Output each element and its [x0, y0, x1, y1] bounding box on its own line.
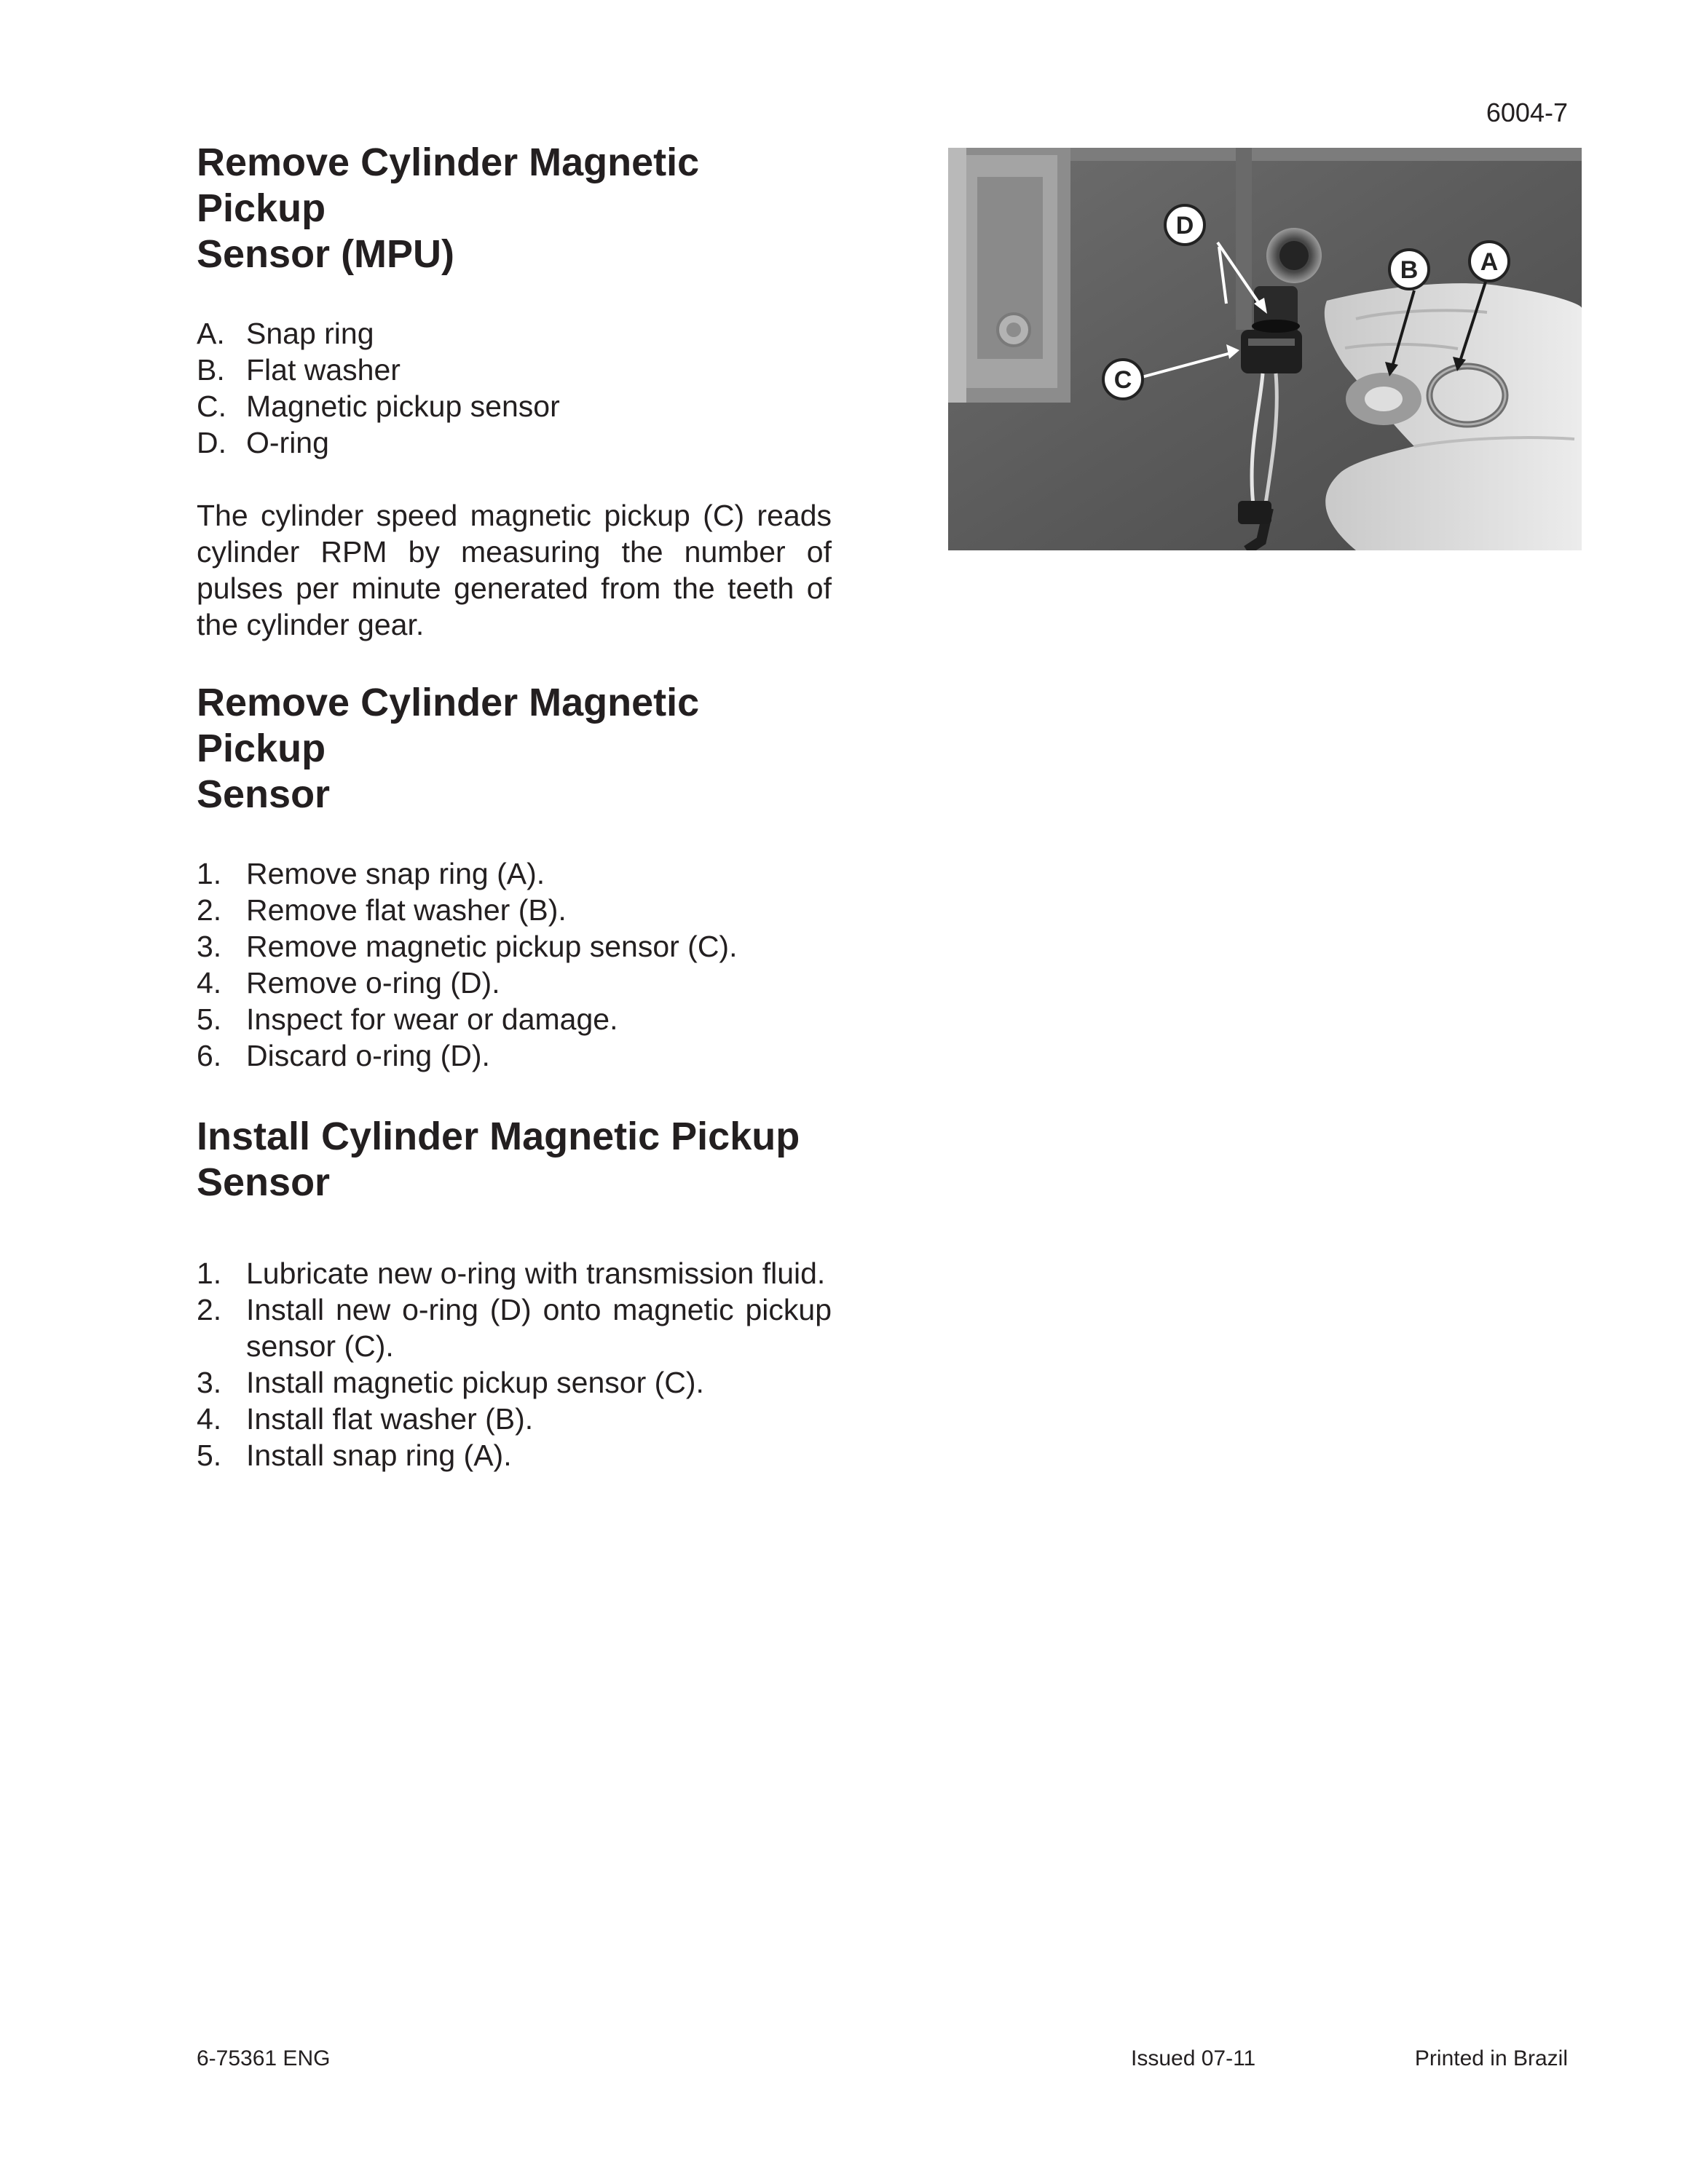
- callout-c: [1103, 360, 1143, 399]
- step-text: Discard o-ring (D).: [246, 1039, 490, 1072]
- legend-text: Snap ring: [246, 317, 374, 350]
- legend-item: [197, 388, 832, 424]
- step-item: [197, 892, 832, 928]
- step-text: Remove flat washer (B).: [246, 893, 567, 927]
- step-number: 6.: [197, 1039, 222, 1072]
- step-number: 1.: [197, 1257, 222, 1290]
- footer-doc-number: 6-75361 ENG: [197, 2046, 331, 2070]
- step-number: 1.: [197, 857, 222, 890]
- legend-marker: D.: [197, 426, 226, 459]
- legend-text: O-ring: [246, 426, 329, 459]
- step-text: Lubricate new o-ring with transmission fluid.: [246, 1257, 826, 1290]
- section-install-sensor: [197, 1114, 832, 1473]
- page-number: 6004-7: [1486, 98, 1568, 127]
- step-item: [197, 1037, 832, 1074]
- title-line-1: Remove Cylinder Magnetic Pickup: [197, 681, 700, 770]
- step-text: Remove snap ring (A).: [246, 857, 545, 890]
- section-remove-sensor: [197, 680, 832, 1074]
- step-text: Inspect for wear or damage.: [246, 1002, 618, 1036]
- footer-issued: Issued 07-11: [1131, 2046, 1256, 2070]
- step-number: 5.: [197, 1439, 222, 1472]
- title-line-2: Sensor (MPU): [197, 232, 455, 276]
- step-number: 3.: [197, 930, 222, 963]
- footer-printed: Printed in Brazil: [1414, 2046, 1568, 2070]
- step-text: Install flat washer (B).: [246, 1402, 534, 1436]
- section-remove-mpu: [197, 140, 832, 643]
- step-text: Install new o-ring (D) onto magnetic pickup sensor (C).: [246, 1293, 832, 1363]
- parts-legend: [197, 315, 832, 461]
- legend-marker: C.: [197, 389, 226, 423]
- step-item: [197, 965, 832, 1001]
- title-line-2: Sensor: [197, 1160, 331, 1204]
- step-number: 5.: [197, 1002, 222, 1036]
- step-text: Remove o-ring (D).: [246, 966, 500, 1000]
- step-number: 2.: [197, 1293, 222, 1326]
- section-title: [197, 1114, 832, 1206]
- title-line-1: Install Cylinder Magnetic Pickup: [197, 1115, 800, 1158]
- title-line-2: Sensor: [197, 772, 331, 816]
- step-text: Install magnetic pickup sensor (C).: [246, 1366, 704, 1399]
- step-text: Install snap ring (A).: [246, 1439, 512, 1472]
- section-title: [197, 680, 832, 818]
- legend-item: [197, 424, 832, 461]
- legend-item: [197, 352, 832, 388]
- legend-marker: B.: [197, 353, 225, 387]
- legend-marker: A.: [197, 317, 225, 350]
- sensor-photo: [948, 148, 1582, 550]
- callout-a: [1470, 242, 1509, 281]
- callout-a-label: A: [1480, 248, 1499, 276]
- install-steps: [197, 1255, 832, 1473]
- callout-c-label: C: [1113, 366, 1132, 394]
- callout-d: [1165, 205, 1204, 245]
- removal-steps: [197, 855, 832, 1074]
- title-line-1: Remove Cylinder Magnetic Pickup: [197, 141, 700, 230]
- step-number: 4.: [197, 966, 222, 1000]
- description-paragraph: The cylinder speed magnetic pickup (C) reads cylinder RPM by measuring the number of pulses per minute generated from the teeth of the cylinder gear.: [197, 499, 832, 641]
- step-number: 2.: [197, 893, 222, 927]
- step-item: [197, 855, 832, 892]
- step-item: [197, 1437, 832, 1473]
- callout-b-label: B: [1400, 256, 1419, 284]
- callout-d-label: D: [1175, 212, 1194, 240]
- step-item: [197, 1401, 832, 1437]
- step-number: 3.: [197, 1366, 222, 1399]
- step-item: [197, 1291, 832, 1364]
- step-item: [197, 1001, 832, 1037]
- step-item: [197, 928, 832, 965]
- step-number: 4.: [197, 1402, 222, 1436]
- callout-b: [1389, 250, 1429, 289]
- step-text: Remove magnetic pickup sensor (C).: [246, 930, 738, 963]
- step-item: [197, 1255, 832, 1291]
- section-title: [197, 140, 832, 277]
- legend-item: [197, 315, 832, 352]
- legend-text: Flat washer: [246, 353, 401, 387]
- legend-text: Magnetic pickup sensor: [246, 389, 560, 423]
- step-item: [197, 1364, 832, 1401]
